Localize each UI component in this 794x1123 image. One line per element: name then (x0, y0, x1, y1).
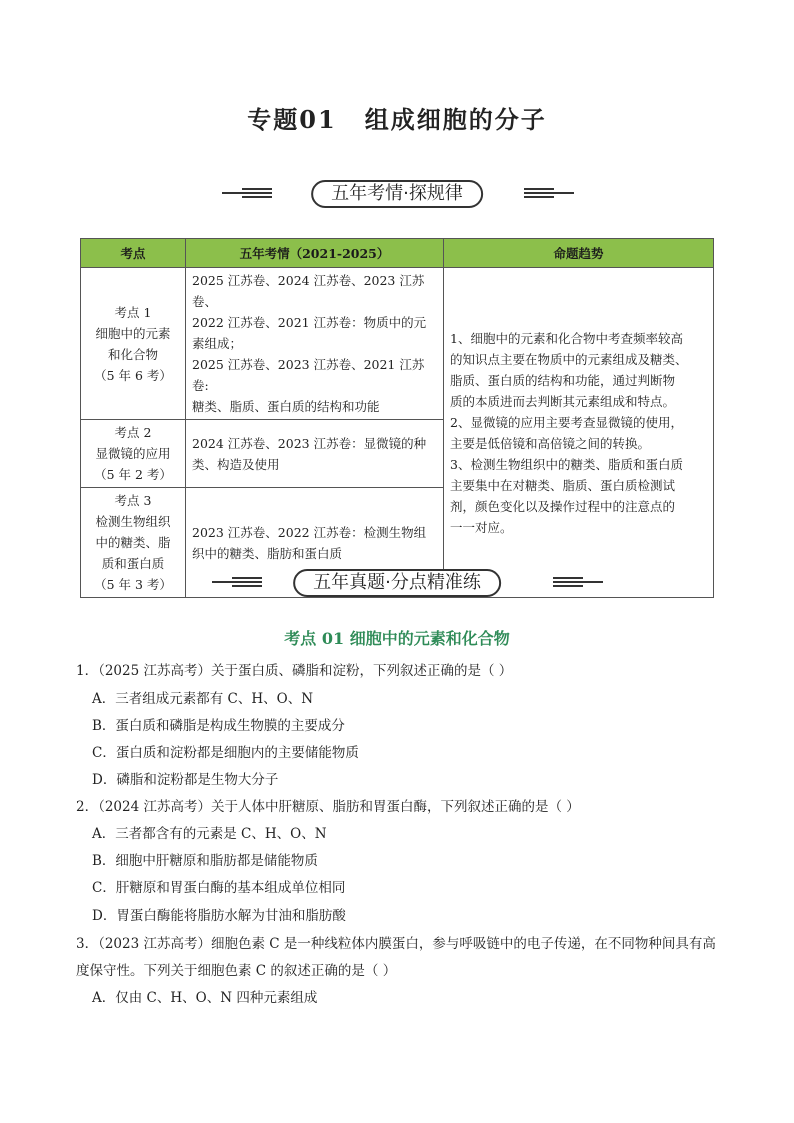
question-3-option-a: A．仅由 C、H、O、N 四种元素组成 (92, 990, 318, 1006)
banner-right-lines (553, 575, 603, 589)
kp-line: （5 年 3 考） (94, 577, 172, 592)
banner-label: 五年真题·分点精准练 (293, 569, 501, 597)
question-1-option-b: B．蛋白质和磷脂是构成生物膜的主要成分 (92, 718, 345, 734)
kp-line: 质和蛋白质 (101, 556, 165, 571)
kp-line: 考点 2 (114, 425, 152, 440)
table-header-row (81, 239, 714, 268)
question-1-option-d: D．磷脂和淀粉都是生物大分子 (92, 772, 279, 788)
trend-line: 主要集中在对糖类、脂质、蛋白质检测试 (450, 477, 676, 493)
title-topic-number: 专题01 (247, 105, 337, 134)
years-line: 素组成； (192, 336, 243, 351)
kp-line: （5 年 2 考） (94, 467, 172, 482)
banner-right-lines (524, 186, 574, 200)
trend-line: 3、检测生物组织中的糖类、脂质和蛋白质 (450, 456, 683, 472)
kp-line: 显微镜的应用 (95, 446, 171, 461)
trend-line: 脂质、蛋白质的结构和功能，通过判断物 (450, 372, 676, 388)
years-line: 糖类、脂质、蛋白质的结构和功能 (192, 399, 380, 414)
years-cell (186, 420, 444, 488)
years-line: 2023 江苏卷、2022 江苏卷：检测生物组 (192, 524, 427, 540)
kp-line: 考点 3 (114, 493, 152, 508)
trend-line: 一一对应。 (450, 519, 513, 535)
question-2-stem: 2．（2024 江苏高考）关于人体中肝糖原、脂肪和胃蛋白酶，下列叙述正确的是（ ） (76, 799, 580, 815)
trend-line: 的知识点主要在物质中的元素组成及糖类、 (450, 351, 688, 367)
question-1-option-c: C．蛋白质和淀粉都是细胞内的主要储能物质 (92, 745, 359, 761)
kp-line: 和化合物 (107, 346, 158, 362)
page-title (0, 100, 794, 135)
trend-cell (444, 268, 714, 598)
trend-line: 2、显微镜的应用主要考查显微镜的使用， (450, 414, 683, 430)
banner-left-lines (212, 575, 262, 589)
header-kp: 考点 (81, 239, 186, 268)
years-line: 2022 江苏卷、2021 江苏卷：物质中的元 (192, 315, 427, 330)
banner-left-lines (222, 186, 272, 200)
question-1-stem: 1．（2025 江苏高考）关于蛋白质、磷脂和淀粉，下列叙述正确的是（ ） (76, 663, 513, 679)
question-3-stem-continued: 度保守性。下列关于细胞色素 C 的叙述正确的是（ ） (76, 963, 397, 979)
banner-past-papers (0, 569, 794, 599)
years-line: 织中的糖类、脂肪和蛋白质 (192, 545, 343, 561)
years-line: 2024 江苏卷、2023 江苏卷：显微镜的种 (192, 435, 427, 451)
years-line: 2025 江苏卷、2023 江苏卷、2021 江苏卷: (192, 357, 425, 393)
question-2-option-d: D．胃蛋白酶能将脂肪水解为甘油和脂肪酸 (92, 908, 346, 924)
trend-line: 质的本质进而去判断其元素组成和特点。 (450, 393, 676, 409)
kp-cell (81, 420, 186, 488)
years-cell (186, 268, 444, 420)
years-line: 2025 江苏卷、2024 江苏卷、2023 江苏卷、 (192, 273, 425, 309)
kp-line: 考点 1 (114, 304, 152, 320)
question-1-option-a: A．三者组成元素都有 C、H、O、N (92, 691, 314, 707)
kp-cell (81, 268, 186, 420)
header-years: 五年考情（2021-2025） (186, 239, 444, 268)
years-line: 类、构造及使用 (192, 456, 280, 472)
kp-line: （5 年 6 考） (94, 367, 172, 383)
header-trend: 命题趋势 (444, 239, 714, 268)
trend-line: 1、细胞中的元素和化合物中考查频率较高 (450, 330, 683, 346)
banner-exam-overview (0, 180, 794, 210)
kp-line: 检测生物组织 (95, 514, 171, 529)
table-row (81, 268, 714, 420)
section-heading: 考点 01 细胞中的元素和化合物 (284, 629, 510, 648)
question-2-option-c: C．肝糖原和胃蛋白酶的基本组成单位相同 (92, 880, 346, 896)
banner-label: 五年考情·探规律 (311, 180, 483, 208)
title-topic-name: 组成细胞的分子 (364, 105, 547, 134)
kp-line: 细胞中的元素 (95, 325, 171, 341)
question-2-option-b: B．细胞中肝糖原和脂肪都是储能物质 (92, 853, 318, 869)
trend-line: 主要是低倍镜和高倍镜之间的转换。 (450, 435, 651, 451)
question-2-option-a: A．三者都含有的元素是 C、H、O、N (92, 826, 327, 842)
kp-line: 中的糖类、脂 (95, 535, 171, 550)
question-3-stem: 3．（2023 江苏高考）细胞色素 C 是一种线粒体内膜蛋白，参与呼吸链中的电子传递，在不同物种间具有高 (76, 936, 716, 952)
trend-line: 剂，颜色变化以及操作过程中的注意点的 (450, 498, 676, 514)
exam-summary-table (80, 238, 714, 598)
